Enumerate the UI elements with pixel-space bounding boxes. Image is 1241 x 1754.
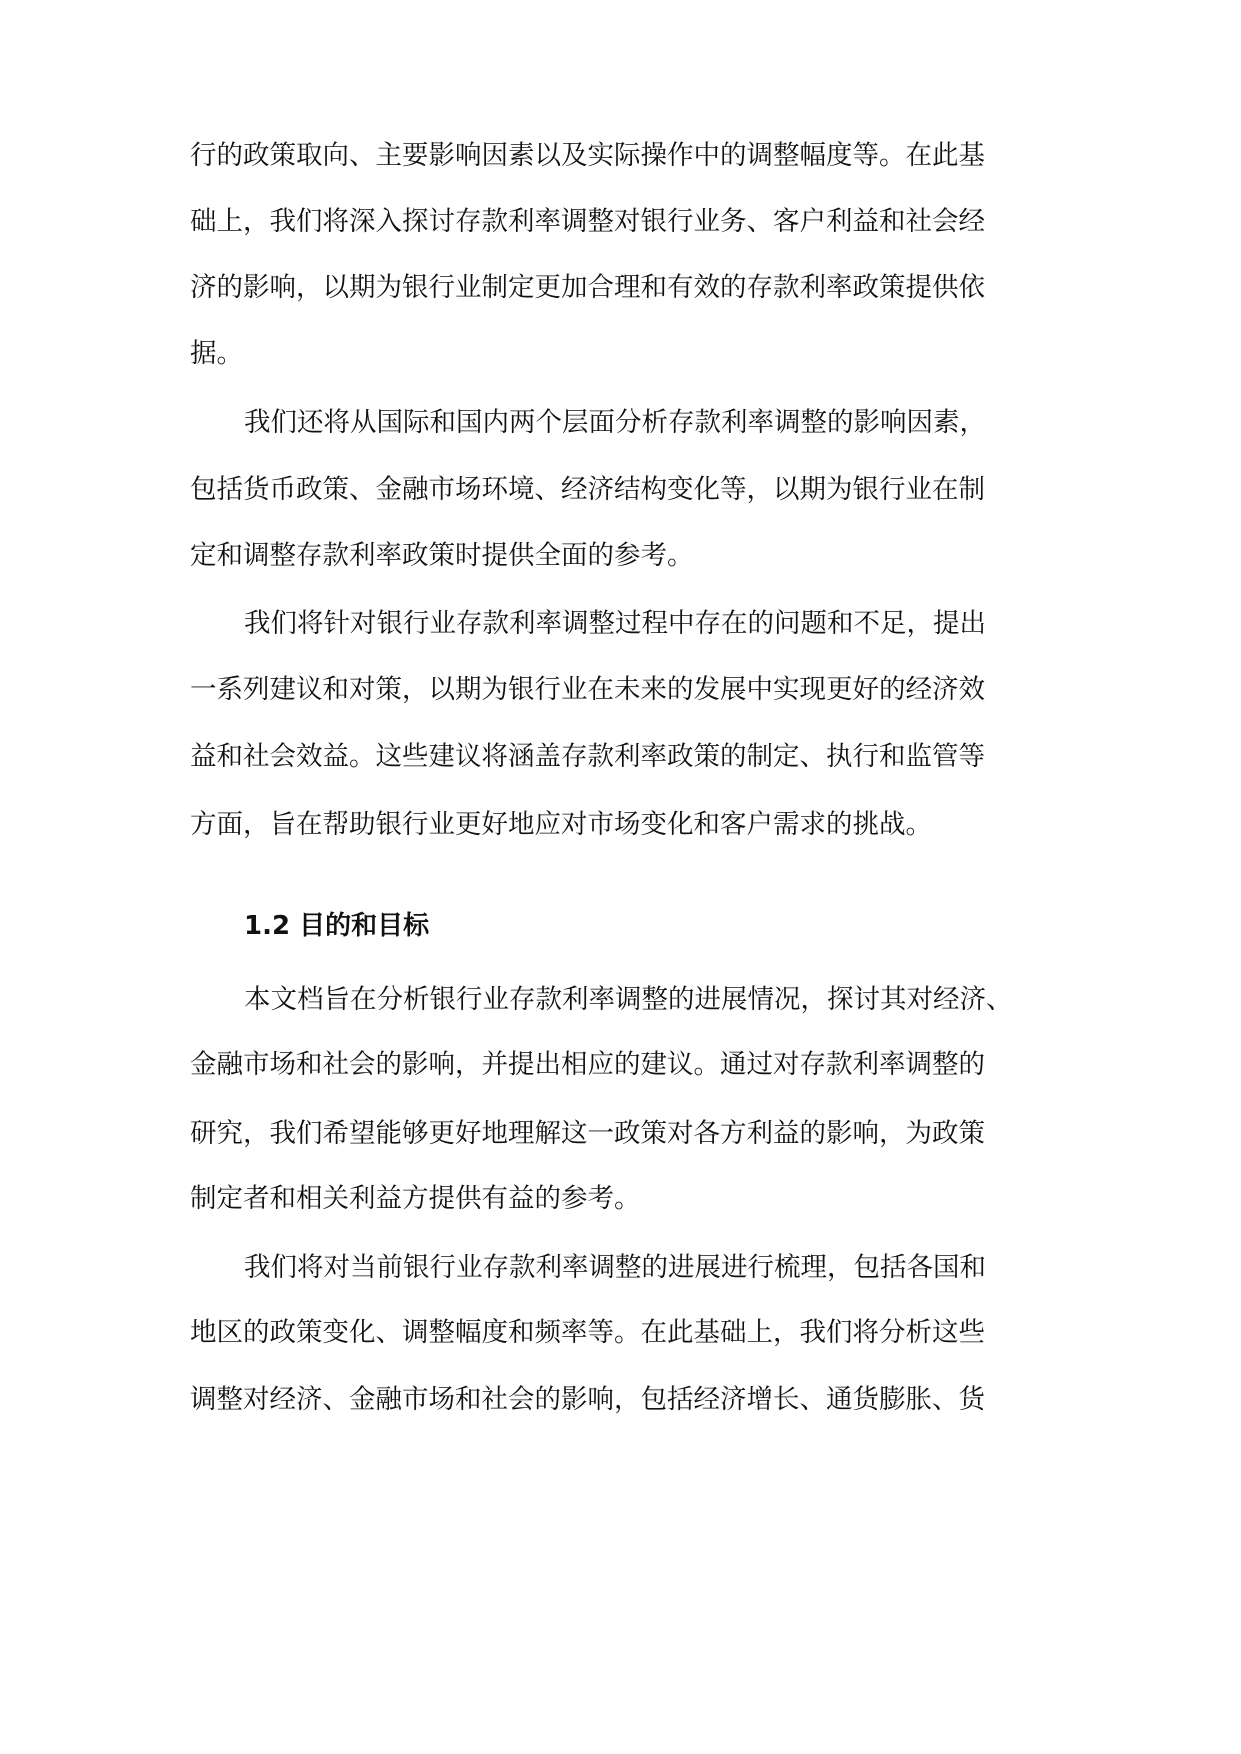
text-line: 据。 [190, 338, 243, 369]
text-line: 地区的政策变化、调整幅度和频率等。在此基础上，我们将分析这些 [190, 1317, 985, 1348]
text-line: 础上，我们将深入探讨存款利率调整对银行业务、客户利益和社会经 [190, 206, 985, 237]
text-line: 制定者和相关利益方提供有益的参考。 [190, 1183, 641, 1214]
text-line: 调整对经济、金融市场和社会的影响，包括经济增长、通货膨胀、货 [190, 1384, 985, 1415]
text-line: 金融市场和社会的影响，并提出相应的建议。通过对存款利率调整的 [190, 1049, 985, 1080]
text-line: 定和调整存款利率政策时提供全面的参考。 [190, 540, 694, 571]
text-line: 我们将对当前银行业存款利率调整的进展进行梳理，包括各国和 [244, 1252, 986, 1283]
text-line: 方面，旨在帮助银行业更好地应对市场变化和客户需求的挑战。 [190, 809, 932, 840]
text-line: 我们还将从国际和国内两个层面分析存款利率调整的影响因素， [244, 407, 986, 438]
text-line: 研究，我们希望能够更好地理解这一政策对各方利益的影响，为政策 [190, 1118, 985, 1149]
text-line: 行的政策取向、主要影响因素以及实际操作中的调整幅度等。在此基 [190, 140, 985, 171]
text-line: 一系列建议和对策，以期为银行业在未来的发展中实现更好的经济效 [190, 674, 985, 705]
text-line: 我们将针对银行业存款利率调整过程中存在的问题和不足，提出 [244, 608, 986, 639]
text-line: 本文档旨在分析银行业存款利率调整的进展情况，探讨其对经济、 [244, 984, 1013, 1015]
text-line: 济的影响，以期为银行业制定更加合理和有效的存款利率政策提供依 [190, 272, 985, 303]
section-heading: 1.2 目的和目标 [244, 911, 430, 941]
text-line: 包括货币政策、金融市场环境、经济结构变化等，以期为银行业在制 [190, 474, 985, 505]
text-line: 益和社会效益。这些建议将涵盖存款利率政策的制定、执行和监管等 [190, 741, 985, 772]
